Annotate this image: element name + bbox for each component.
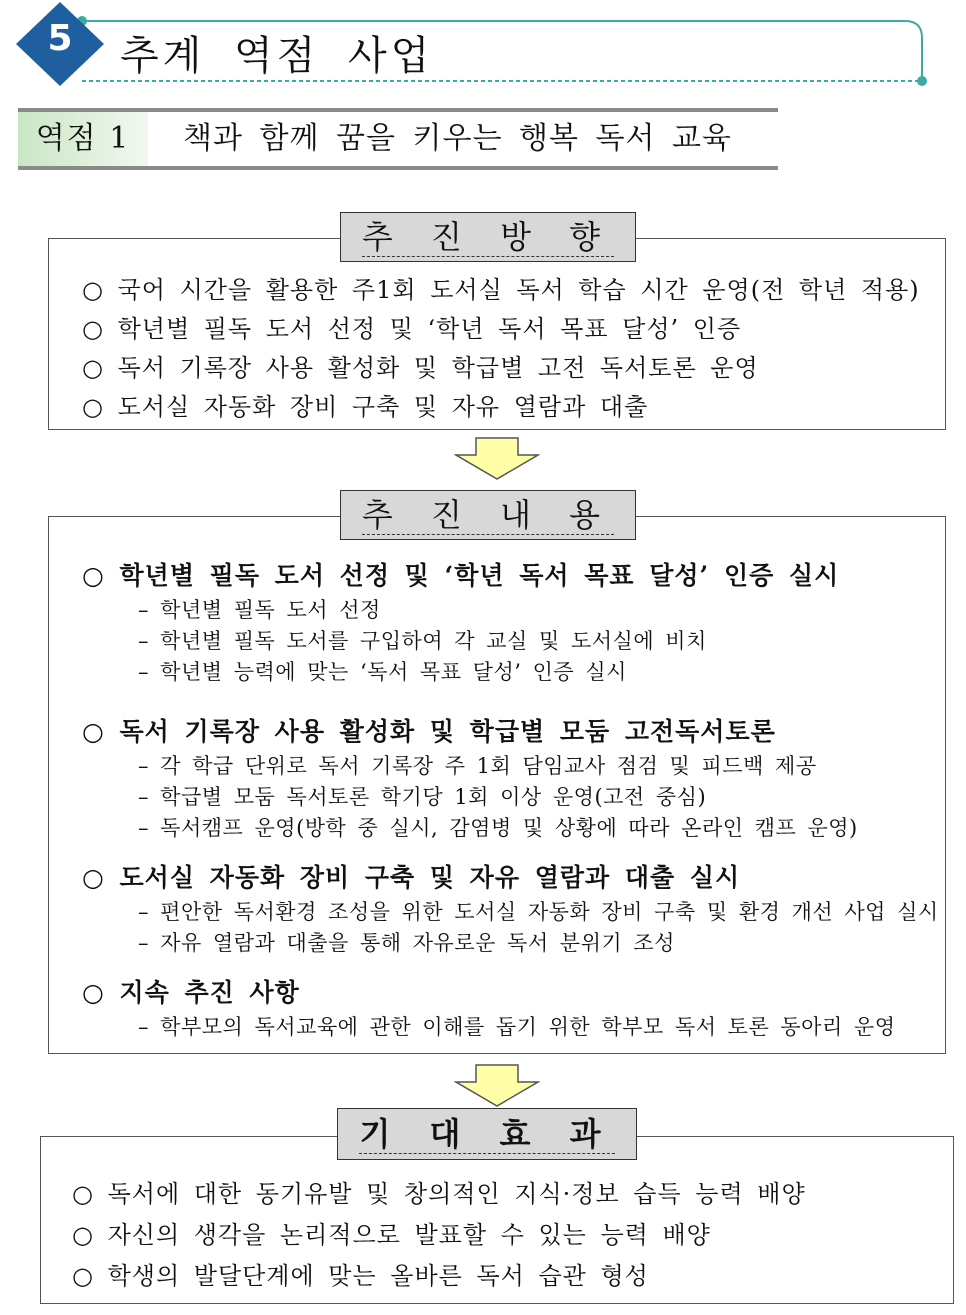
content-sub-item: – 학급별 모둠 독서토론 학기당 1회 이상 운영(고전 중심) <box>138 785 707 809</box>
effect-item: ○ 독서에 대한 동기유발 및 창의적인 지식·정보 습득 능력 배양 <box>72 1180 806 1208</box>
content-group-title: ○ 도서실 자동화 장비 구축 및 자유 열람과 대출 실시 <box>82 863 741 892</box>
content-group-title: ○ 지속 추진 사항 <box>82 978 300 1007</box>
effect-heading <box>337 1108 637 1160</box>
direction-item: ○ 국어 시간을 활용한 주1회 도서실 독서 학습 시간 운영(전 학년 적용) <box>82 276 920 304</box>
content-heading-text: 추 진 내 용 <box>361 496 615 534</box>
content-sub-item: – 독서캠프 운영(방학 중 실시, 감염병 및 상황에 따라 온라인 캠프 운영) <box>138 816 858 840</box>
effect-item: ○ 학생의 발달단계에 맞는 올바른 독서 습관 형성 <box>72 1262 649 1290</box>
effect-heading-text: 기 대 효 과 <box>359 1115 615 1153</box>
section-number: 5 <box>47 18 73 59</box>
section-header <box>0 0 966 100</box>
content-sub-item: – 학년별 능력에 맞는 ‘독서 목표 달성’ 인증 실시 <box>138 660 627 684</box>
point-banner <box>18 108 778 170</box>
direction-heading-text: 추 진 방 향 <box>361 218 615 256</box>
content-heading <box>340 490 636 540</box>
content-sub-item: – 학년별 필독 도서 선정 <box>138 598 381 622</box>
content-sub-item: – 편안한 독서환경 조성을 위한 도서실 자동화 장비 구축 및 환경 개선 사업 실시 <box>138 900 939 924</box>
content-sub-item: – 각 학급 단위로 독서 기록장 주 1회 담임교사 점검 및 피드백 제공 <box>138 754 817 778</box>
down-arrow-icon <box>454 1064 540 1108</box>
content-group-title: ○ 학년별 필독 도서 선정 및 ‘학년 독서 목표 달성’ 인증 실시 <box>82 561 840 590</box>
content-sub-item: – 자유 열람과 대출을 통해 자유로운 독서 분위기 조성 <box>138 931 675 955</box>
down-arrow-icon <box>454 437 540 481</box>
content-sub-item: – 학년별 필독 도서를 구입하여 각 교실 및 도서실에 비치 <box>138 629 707 653</box>
point-label: 역점 1 <box>18 112 148 166</box>
point-title: 책과 함께 꿈을 키우는 행복 독서 교육 <box>183 121 732 156</box>
content-sub-item: – 학부모의 독서교육에 관한 이해를 돕기 위한 학부모 독서 토론 동아리 운영 <box>138 1015 896 1039</box>
direction-item: ○ 독서 기록장 사용 활성화 및 학급별 고전 독서토론 운영 <box>82 354 759 382</box>
effect-item: ○ 자신의 생각을 논리적으로 발표할 수 있는 능력 배양 <box>72 1221 711 1249</box>
content-group-title: ○ 독서 기록장 사용 활성화 및 학급별 모둠 고전독서토론 <box>82 717 776 746</box>
page-title: 추계 역점 사업 <box>120 33 434 79</box>
direction-heading <box>340 212 636 262</box>
direction-item: ○ 학년별 필독 도서 선정 및 ‘학년 독서 목표 달성’ 인증 <box>82 315 742 343</box>
direction-item: ○ 도서실 자동화 장비 구축 및 자유 열람과 대출 <box>82 393 649 421</box>
